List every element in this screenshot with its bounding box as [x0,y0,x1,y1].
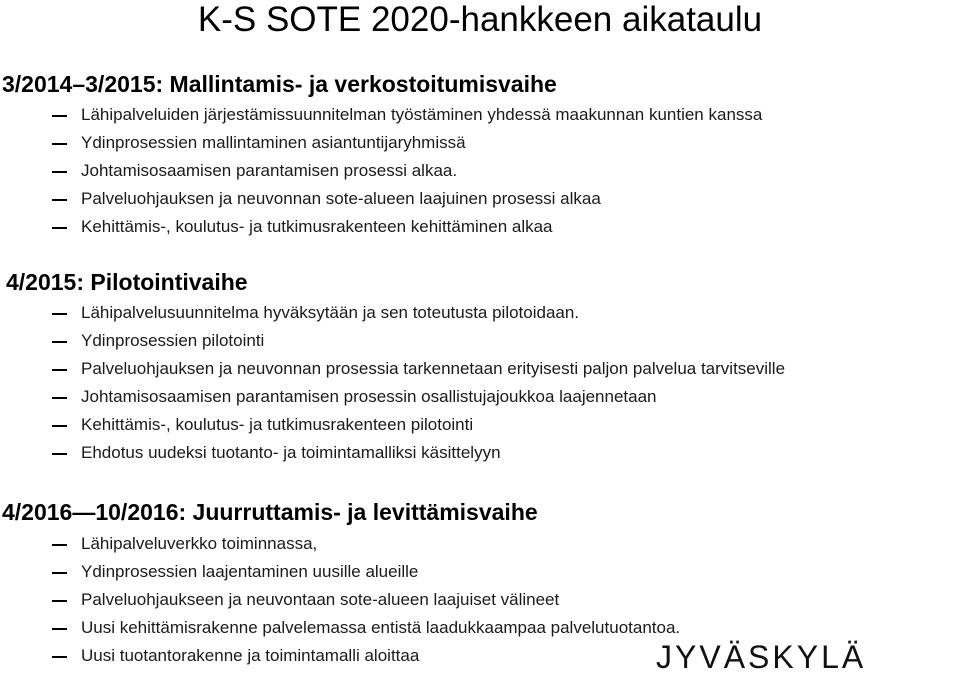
list-item-text: Palveluohjauksen ja neuvonnan sote-alueen laajuinen prosessi alkaa [81,189,601,208]
list-item-text: Palveluohjaukseen ja neuvontaan sote-alueen laajuiset välineet [81,590,560,609]
dash-bullet [52,369,67,371]
page-title: K-S SOTE 2020-hankkeen aikataulu [197,0,763,39]
dash-bullet [52,628,67,630]
section-heading-juurruttamis: 4/2016—10/2016: Juurruttamis- ja levittämisvaihe [2,499,538,525]
dash-bullet [52,341,67,343]
dash-bullet [52,544,67,546]
list-item-text: Ydinprosessien mallintaminen asiantuntijaryhmissä [81,133,466,152]
dash-bullet [52,313,67,315]
list-item-text: Uusi kehittämisrakenne palvelemassa entistä laadukkaampaa palvelutuotantoa. [81,618,681,637]
list-item-text: Ydinprosessien pilotointi [81,331,265,350]
list-item-text: Lähipalvelusuunnitelma hyväksytään ja sen toteutusta pilotoidaan. [81,303,580,322]
list-item-text: Ehdotus uudeksi tuotanto- ja toimintamalliksi käsittelyyn [81,443,501,462]
dash-bullet [52,572,67,574]
dash-bullet [52,656,67,658]
list-item-text: Johtamisosaamisen parantamisen prosessin osallistujajoukkoa laajennetaan [81,387,657,406]
dash-bullet [52,115,67,117]
list-item-text: Kehittämis-, koulutus- ja tutkimusrakenteen kehittäminen alkaa [81,217,553,236]
list-item-text: Uusi tuotantorakenne ja toimintamalli aloittaa [81,646,420,665]
dash-bullet [52,397,67,399]
list-item-text: Ydinprosessien laajentaminen uusille alueille [81,562,419,581]
dash-bullet [52,227,67,229]
list-item-text: Palveluohjauksen ja neuvonnan prosessia tarkennetaan erityisesti paljon palvelua tarvitseville [81,359,786,378]
section-heading-mallintamis: 3/2014–3/2015: Mallintamis- ja verkostoitumisvaihe [2,71,557,97]
list-item-text: Johtamisosaamisen parantamisen prosessi alkaa. [81,161,458,180]
dash-bullet [52,171,67,173]
jyvaskyla-logo: JYVÄSKYLÄ [656,639,867,675]
dash-bullet [52,143,67,145]
section-heading-pilotointi: 4/2015: Pilotointivaihe [6,269,248,295]
dash-bullet [52,453,67,455]
list-item-text: Lähipalveluiden järjestämissuunnitelman työstäminen yhdessä maakunnan kuntien kanssa [81,105,763,124]
dash-bullet [52,199,67,201]
list-item-text: Lähipalveluverkko toiminnassa, [81,534,318,553]
list-item-text: Kehittämis-, koulutus- ja tutkimusrakenteen pilotointi [81,415,474,434]
dash-bullet [52,425,67,427]
dash-bullet [52,600,67,602]
